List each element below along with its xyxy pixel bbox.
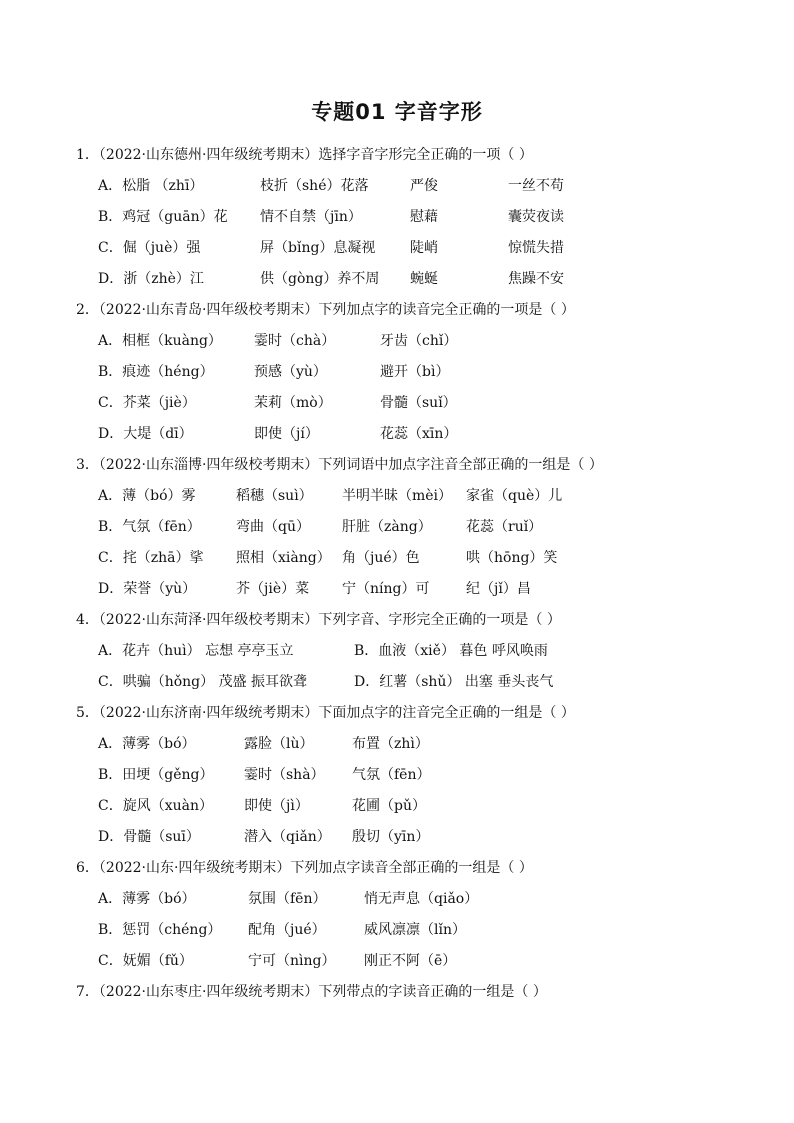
option-item: 潜入（qiǎn） bbox=[244, 829, 331, 845]
option-item: 供（gòng）养不周 bbox=[260, 271, 380, 287]
question-stem: 6．（2022·山东·四年级统考期末）下列加点字读音全部正确的一组是（ ） bbox=[76, 860, 533, 876]
option-item: 宁（níng）可 bbox=[342, 581, 430, 597]
question-stem: 1．（2022·山东德州·四年级统考期末）选择字音字形完全正确的一项（ ） bbox=[76, 147, 533, 163]
answer-option-row bbox=[76, 264, 756, 295]
option-item: A．相框（kuàng） bbox=[98, 333, 222, 349]
option-item: 露脸（lù） bbox=[244, 736, 314, 752]
option-item: 霎时（shà） bbox=[244, 767, 325, 783]
option-item: 殷切（yīn） bbox=[352, 829, 430, 845]
option-item: 屏（bǐng）息凝视 bbox=[260, 240, 376, 256]
option-item: 严俊 bbox=[410, 178, 438, 194]
option-item: D．骨髓（suī） bbox=[98, 829, 200, 845]
option-item: A．花卉（huì） 忘想 亭亭玉立 bbox=[98, 643, 294, 659]
option-item: 稻穗（suì） bbox=[236, 488, 313, 504]
answer-option-row bbox=[76, 543, 756, 574]
answer-option-row bbox=[76, 357, 756, 388]
option-item: 惊慌失措 bbox=[508, 240, 564, 256]
option-item: 宁可（nìng） bbox=[248, 953, 336, 969]
option-item: D．大堤（dī） bbox=[98, 426, 193, 442]
option-item: B．惩罚（chéng） bbox=[98, 922, 222, 938]
answer-option-row bbox=[76, 822, 756, 853]
option-item: 弯曲（qū） bbox=[236, 519, 310, 535]
option-item: 预感（yù） bbox=[254, 364, 327, 380]
answer-option-row bbox=[76, 512, 756, 543]
option-item: 花蕊（xīn） bbox=[380, 426, 458, 442]
answer-option-row bbox=[76, 729, 756, 760]
option-item: 蜿蜒 bbox=[410, 271, 438, 287]
answer-option-row bbox=[76, 419, 756, 450]
option-item: 半明半昧（mèi） bbox=[342, 488, 453, 504]
question-stem: 7．（2022·山东枣庄·四年级统考期末）下列带点的字读音正确的一组是（ ） bbox=[76, 984, 547, 1000]
option-item: 骨髓（suǐ） bbox=[380, 395, 457, 411]
option-item: D．红薯（shǔ） 出塞 垂头丧气 bbox=[354, 674, 554, 690]
question-stem: 5．（2022·山东济南·四年级统考期末）下面加点字的注音完全正确的一组是（ ） bbox=[76, 705, 575, 721]
option-item: C．旋风（xuàn） bbox=[98, 798, 213, 814]
option-item: B．气氛（fēn） bbox=[98, 519, 201, 535]
option-item: 威风凛凛（lǐn） bbox=[364, 922, 466, 938]
option-item: B．田埂（gěng） bbox=[98, 767, 214, 783]
answer-option-row bbox=[76, 171, 756, 202]
answer-option-row bbox=[76, 946, 756, 977]
option-item: 布置（zhì） bbox=[352, 736, 429, 752]
option-item: 花圃（pǔ） bbox=[352, 798, 426, 814]
option-item: B．鸡冠（guān）花 bbox=[98, 209, 228, 225]
answer-option-row bbox=[76, 233, 756, 264]
option-item: 氛围（fēn） bbox=[248, 891, 327, 907]
option-item: C．妩媚（fǔ） bbox=[98, 953, 193, 969]
option-item: 纪（jǐ）昌 bbox=[466, 581, 531, 597]
option-item: 囊荧夜读 bbox=[508, 209, 564, 225]
answer-option-row bbox=[76, 481, 756, 512]
option-item: C．挓（zhā）挲 bbox=[98, 550, 204, 566]
option-item: B．痕迹（héng） bbox=[98, 364, 214, 380]
option-item: A．薄雾（bó） bbox=[98, 736, 196, 752]
option-item: 慰藉 bbox=[410, 209, 438, 225]
option-item: 茉莉（mò） bbox=[254, 395, 332, 411]
option-item: 枝折（shé）花落 bbox=[260, 178, 369, 194]
option-item: 情不自禁（jīn） bbox=[260, 209, 362, 225]
question-stem: 3．（2022·山东淄博·四年级校考期末）下列词语中加点字注音全部正确的一组是（ ） bbox=[76, 457, 603, 473]
page-title: 专题01 字音字形 bbox=[311, 100, 483, 124]
option-item: 配角（jué） bbox=[248, 922, 326, 938]
question-stem: 2．（2022·山东青岛·四年级校考期末）下列加点字的读音完全正确的一项是（ ） bbox=[76, 302, 575, 318]
option-item: 避开（bì） bbox=[380, 364, 450, 380]
option-item: A．薄雾（bó） bbox=[98, 891, 196, 907]
answer-option-row bbox=[76, 884, 756, 915]
option-item: 肝脏（zàng） bbox=[342, 519, 432, 535]
answer-option-row bbox=[76, 388, 756, 419]
answer-option-row bbox=[76, 667, 756, 698]
answer-option-row bbox=[76, 326, 756, 357]
option-item: 气氛（fēn） bbox=[352, 767, 431, 783]
option-item: C．芥菜（jiè） bbox=[98, 395, 196, 411]
answer-option-row bbox=[76, 574, 756, 605]
option-item: 角（jué）色 bbox=[342, 550, 420, 566]
option-item: 照相（xiàng） bbox=[236, 550, 331, 566]
option-item: 陡峭 bbox=[410, 240, 438, 256]
option-item: C．倔（juè）强 bbox=[98, 240, 201, 256]
option-item: C．哄骗（hǒng） 茂盛 振耳欲聋 bbox=[98, 674, 308, 690]
answer-option-row bbox=[76, 636, 756, 667]
option-item: D．浙（zhè）江 bbox=[98, 271, 204, 287]
answer-option-row bbox=[76, 202, 756, 233]
option-item: 霎时（chà） bbox=[254, 333, 336, 349]
question-list bbox=[76, 140, 756, 1008]
option-item: 即使（jí） bbox=[254, 426, 319, 442]
answer-option-row bbox=[76, 760, 756, 791]
option-item: 哄（hōng）笑 bbox=[466, 550, 558, 566]
option-item: 家雀（què）儿 bbox=[466, 488, 563, 504]
option-item: 一丝不苟 bbox=[508, 178, 564, 194]
option-item: 刚正不阿（ē） bbox=[364, 953, 457, 969]
option-item: 悄无声息（qiǎo） bbox=[364, 891, 479, 907]
option-item: D．荣誉（yù） bbox=[98, 581, 197, 597]
option-item: A．薄（bó）雾 bbox=[98, 488, 196, 504]
question-stem: 4．（2022·山东菏泽·四年级校考期末）下列字音、字形完全正确的一项是（ ） bbox=[76, 612, 561, 628]
option-item: 即使（jì） bbox=[244, 798, 309, 814]
option-item: 牙齿（chǐ） bbox=[380, 333, 458, 349]
answer-option-row bbox=[76, 915, 756, 946]
option-item: 焦躁不安 bbox=[508, 271, 564, 287]
option-item: A．松脂 （zhī） bbox=[98, 178, 204, 194]
option-item: B．血液（xiě） 暮色 呼风唤雨 bbox=[354, 643, 548, 659]
option-item: 芥（jiè）菜 bbox=[236, 581, 310, 597]
option-item: 花蕊（ruǐ） bbox=[466, 519, 543, 535]
answer-option-row bbox=[76, 791, 756, 822]
